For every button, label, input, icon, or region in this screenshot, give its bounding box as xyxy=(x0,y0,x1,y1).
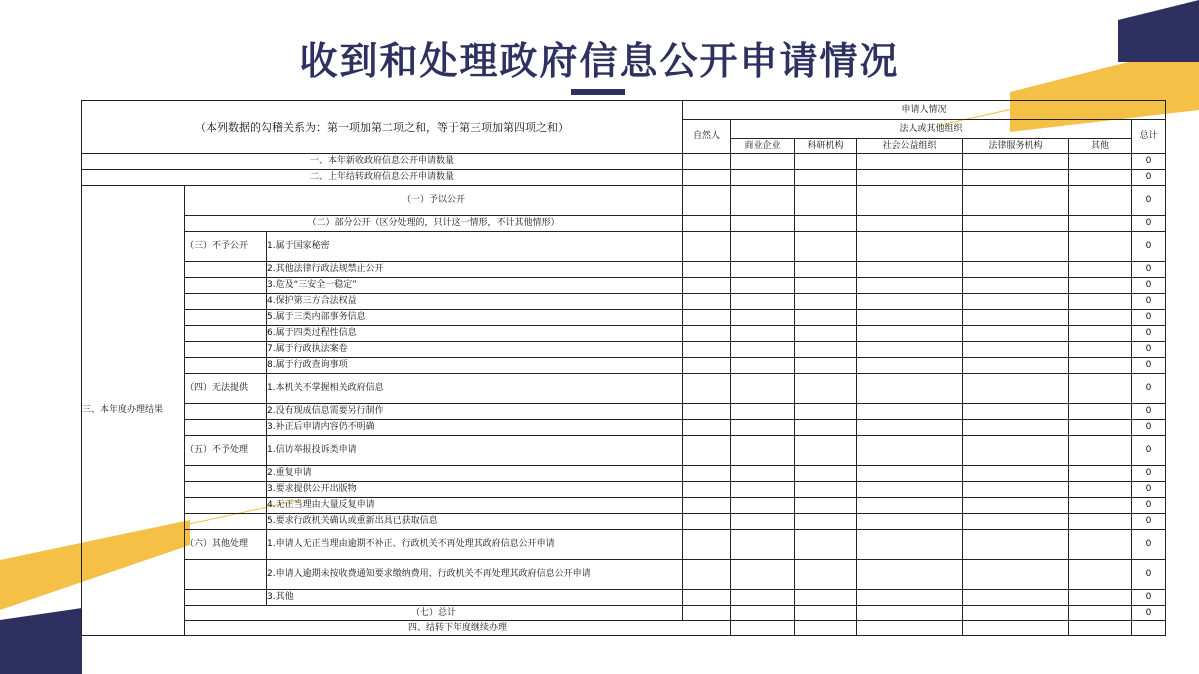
row-total: 0 xyxy=(1132,342,1166,358)
row-total: 0 xyxy=(1132,466,1166,482)
row-label: 4.无正当理由大量反复申请 xyxy=(267,498,683,514)
header-applicant: 申请人情况 xyxy=(683,101,1166,120)
row-total: 0 xyxy=(1132,404,1166,420)
header-sub-business: 商业企业 xyxy=(731,139,795,154)
row-label: 5.属于三类内部事务信息 xyxy=(267,310,683,326)
row-label: 7.属于行政执法案卷 xyxy=(267,342,683,358)
row-label: 3.要求提供公开出版物 xyxy=(267,482,683,498)
row-label: 1.本机关不掌握相关政府信息 xyxy=(267,374,683,404)
row-label: 2.没有现成信息需要另行制作 xyxy=(267,404,683,420)
row-total: 0 xyxy=(1132,606,1166,621)
row-total: 0 xyxy=(1132,326,1166,342)
header-total: 总计 xyxy=(1132,120,1166,154)
row-label: 1.属于国家秘密 xyxy=(267,232,683,262)
row-total: 0 xyxy=(1132,278,1166,294)
row-total: 0 xyxy=(1132,436,1166,466)
row-label: 5.要求行政机关确认或重新出具已获取信息 xyxy=(267,514,683,530)
row-total: 0 xyxy=(1132,294,1166,310)
row-label: 2.重复申请 xyxy=(267,466,683,482)
row-label: 3.其他 xyxy=(267,590,683,606)
row-label: 3.危及“三安全一稳定” xyxy=(267,278,683,294)
row-label: 2.其他法律行政法规禁止公开 xyxy=(267,262,683,278)
group-label: （四）无法提供 xyxy=(185,374,267,404)
row-total: 0 xyxy=(1132,154,1166,170)
row-total: 0 xyxy=(1132,530,1166,560)
row-total: 0 xyxy=(1132,170,1166,186)
row-label: 二、上年结转政府信息公开申请数量 xyxy=(82,170,683,186)
row-label: 四、结转下年度继续办理 xyxy=(185,621,731,636)
header-sub-research: 科研机构 xyxy=(795,139,857,154)
row-label: 1.信访举报投诉类申请 xyxy=(267,436,683,466)
row-label: 1.申请人无正当理由逾期不补正、行政机关不再处理其政府信息公开申请 xyxy=(267,530,683,560)
row-label: （一）予以公开 xyxy=(185,186,683,216)
section-three-label: 三、本年度办理结果 xyxy=(82,186,185,636)
row-total: 0 xyxy=(1132,186,1166,216)
header-legal-org: 法人或其他组织 xyxy=(731,120,1132,139)
row-total: 0 xyxy=(1132,482,1166,498)
row-label: （七）总计 xyxy=(185,606,683,621)
header-sub-legal-service: 法律服务机构 xyxy=(963,139,1069,154)
row-total: 0 xyxy=(1132,358,1166,374)
row-total: 0 xyxy=(1132,590,1166,606)
group-label: （六）其他处理 xyxy=(185,530,267,560)
row-total: 0 xyxy=(1132,262,1166,278)
disclosure-table xyxy=(81,100,1166,636)
row-label: （二）部分公开（区分处理的，只计这一情形，不计其他情形） xyxy=(185,216,683,232)
row-label: 一、本年新收政府信息公开申请数量 xyxy=(82,154,683,170)
group-label: （三）不予公开 xyxy=(185,232,267,262)
header-sub-other: 其他 xyxy=(1069,139,1132,154)
row-total: 0 xyxy=(1132,514,1166,530)
row-label: 2.申请人逾期未按收费通知要求缴纳费用、行政机关不再处理其政府信息公开申请 xyxy=(267,560,683,590)
row-label: 4.保护第三方合法权益 xyxy=(267,294,683,310)
row-total: 0 xyxy=(1132,232,1166,262)
header-note: （本列数据的勾稽关系为：第一项加第二项之和，等于第三项加第四项之和） xyxy=(82,101,683,154)
row-total: 0 xyxy=(1132,560,1166,590)
row-total: 0 xyxy=(1132,310,1166,326)
row-label: 3.补正后申请内容仍不明确 xyxy=(267,420,683,436)
page-title: 收到和处理政府信息公开申请情况 xyxy=(299,38,900,83)
row-total: 0 xyxy=(1132,216,1166,232)
header-natural-person: 自然人 xyxy=(683,120,731,154)
row-total: 0 xyxy=(1132,498,1166,514)
row-total: 0 xyxy=(1132,374,1166,404)
header-sub-public-welfare: 社会公益组织 xyxy=(857,139,963,154)
group-label: （五）不予处理 xyxy=(185,436,267,466)
title-underline xyxy=(571,89,625,95)
row-total: 0 xyxy=(1132,420,1166,436)
navy-triangle-bottom-left xyxy=(0,608,82,674)
row-label: 6.属于四类过程性信息 xyxy=(267,326,683,342)
row-label: 8.属于行政查询事项 xyxy=(267,358,683,374)
